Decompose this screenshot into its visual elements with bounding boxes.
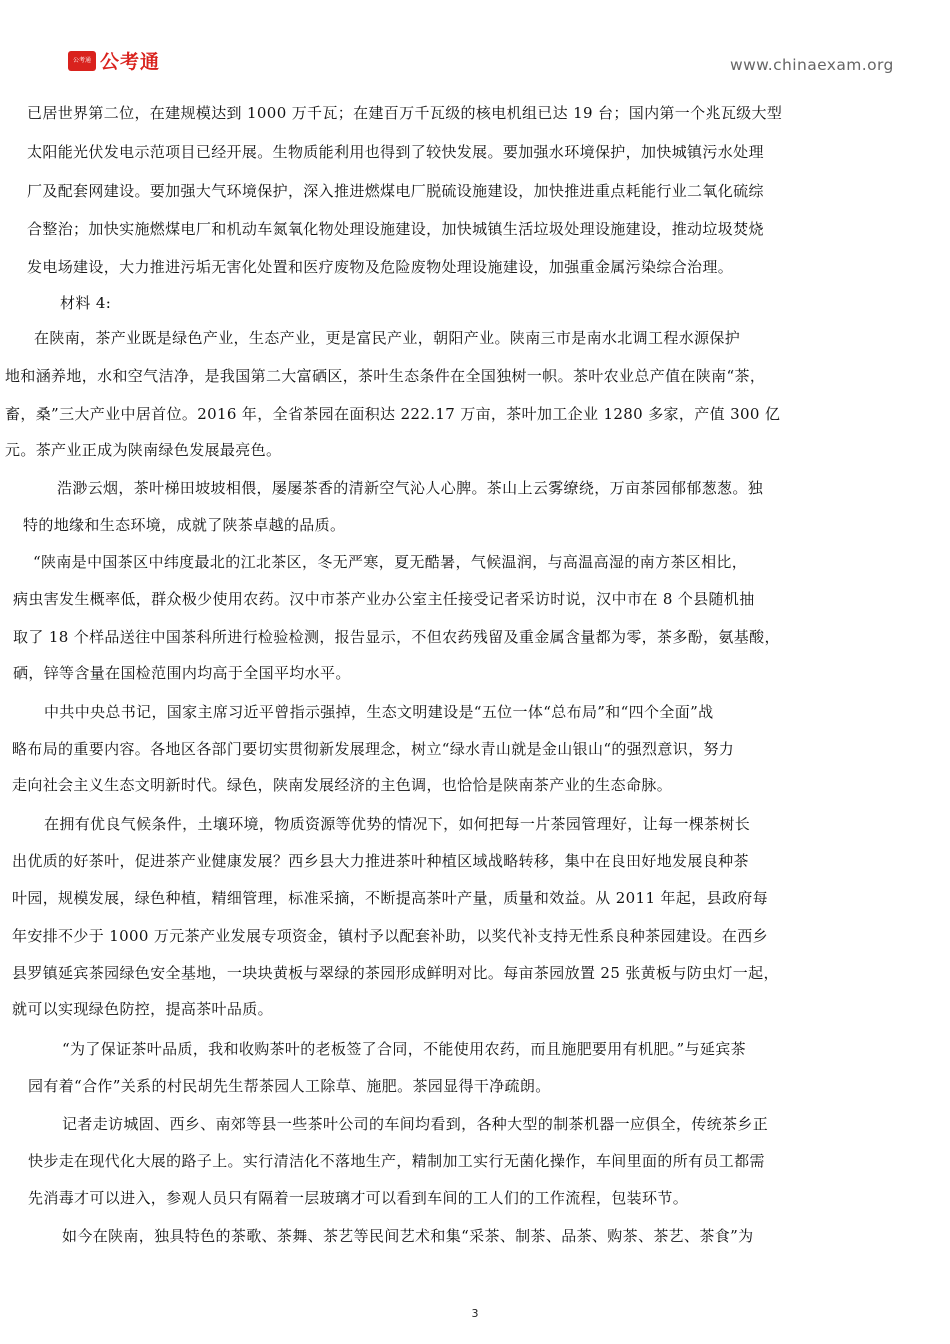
logo-icon: 公考通	[68, 51, 96, 71]
text-line: 已居世界第二位，在建规模达到 1000 万千瓦；在建百万千瓦级的核电机组已达 19 台；国内第一个兆瓦级大型	[27, 104, 783, 122]
text-line: “陕南是中国茶区中纬度最北的江北茶区，冬无严寒，夏无酷暑，气候温润，与高温高湿的南方茶区相比，	[33, 553, 748, 571]
text-line: 中共中央总书记，国家主席习近平曾指示强掉，生态文明建设是“五位一体“总布局”和“四个全面”战	[44, 703, 714, 721]
text-line: 先消毒才可以进入，参观人员只有隔着一层玻璃才可以看到车间的工人们的工作流程，包装环节。	[28, 1189, 689, 1207]
logo-text: 公考通	[100, 51, 161, 73]
page-header	[0, 0, 950, 100]
text-line: 厂及配套网建设。要加强大气环境保护，深入推进燃煤电厂脱硫设施建设，加快推进重点耗能行业二氧化硫综	[27, 182, 764, 200]
page-number: 3	[471, 1307, 479, 1320]
text-line: 浩渺云烟，茶叶梯田坡坡相偎，屡屡茶香的清新空气沁人心脾。茶山上云雾缭绕，万亩茶园郁郁葱葱。独	[57, 479, 764, 497]
text-line: 出优质的好茶叶，促进茶产业健康发展？西乡县大力推进茶叶种植区域战略转移，集中在良田好地发展良种茶	[12, 852, 749, 870]
text-line: 元。茶产业正成为陕南绿色发展最亮色。	[5, 441, 282, 459]
text-line: 如今在陕南，独具特色的茶歌、茶舞、茶艺等民间艺术和集“采茶、制茶、品茶、购茶、茶艺、茶食”为	[62, 1227, 754, 1245]
text-line: 合整治；加快实施燃煤电厂和机动车氮氧化物处理设施建设，加快城镇生活垃圾处理设施建设，推动垃圾焚烧	[27, 220, 764, 238]
text-line: 记者走访城固、西乡、南郊等县一些茶叶公司的车间均看到，各种大型的制茶机器一应俱全，传统茶乡正	[62, 1115, 769, 1133]
text-line: 太阳能光伏发电示范项目已经开展。生物质能利用也得到了较快发展。要加强水环境保护，加快城镇污水处理	[27, 143, 764, 161]
text-line: 叶园，规模发展，绿色种植，精细管理，标准采摘，不断提高茶叶产量，质量和效益。从 2011 年起，县政府每	[12, 889, 768, 907]
text-line: 园有着“合作”关系的村民胡先生帮茶园人工除草、施肥。茶园显得干净疏朗。	[28, 1077, 551, 1095]
text-line: 在拥有优良气候条件，土壤环境，物质资源等优势的情况下，如何把每一片茶园管理好，让每一棵茶树长	[44, 815, 751, 833]
text-line: 特的地缘和生态环境，成就了陕茶卓越的品质。	[23, 516, 346, 534]
text-line: 快步走在现代化大展的路子上。实行清洁化不落地生产，精制加工实行无菌化操作，车间里面的所有员工都需	[28, 1152, 765, 1170]
section-label: 材料 4:	[60, 294, 112, 312]
text-line: 硒，锌等含量在国检范围内均高于全国平均水平。	[13, 664, 351, 682]
text-line: 地和涵养地，水和空气洁净，是我国第二大富硒区，茶叶生态条件在全国独树一帜。茶叶农业总产值在陕南“茶，	[5, 367, 766, 385]
text-line: 就可以实现绿色防控，提高茶叶品质。	[12, 1000, 273, 1018]
text-line: 县罗镇延宾茶园绿色安全基地，一块块黄板与翠绿的茶园形成鲜明对比。每亩茶园放置 25 张黄板与防虫灯一起，	[12, 964, 779, 982]
text-line: “为了保证茶叶品质，我和收购茶叶的老板签了合同，不能使用农药，而且施肥要用有机肥。”与延宾茶	[62, 1040, 746, 1058]
text-line: 在陕南，茶产业既是绿色产业，生态产业，更是富民产业，朝阳产业。陕南三市是南水北调工程水源保护	[34, 329, 741, 347]
text-line: 略布局的重要内容。各地区各部门要切实贯彻新发展理念，树立“绿水青山就是金山银山“的强烈意识，努力	[12, 740, 735, 758]
text-line: 发电场建设，大力推进污垢无害化处置和医疗废物及危险废物处理设施建设，加强重金属污染综合治理。	[27, 258, 734, 276]
text-line: 年安排不少于 1000 万元茶产业发展专项资金，镇村予以配套补助，以奖代补支持无性系良种茶园建设。在西乡	[12, 927, 768, 945]
logo	[68, 47, 160, 74]
text-line: 走向社会主义生态文明新时代。绿色，陕南发展经济的主色调，也恰恰是陕南茶产业的生态命脉。	[12, 776, 673, 794]
site-url: www.chinaexam.org	[730, 56, 894, 74]
text-line: 畜，桑”三大产业中居首位。2016 年，全省茶园在面积达 222.17 万亩，茶叶加工企业 1280 多家，产值 300 亿	[5, 405, 781, 423]
text-line: 病虫害发生概率低，群众极少使用农药。汉中市茶产业办公室主任接受记者采访时说，汉中市在 8 个县随机抽	[13, 590, 755, 608]
text-line: 取了 18 个样品送往中国茶科所进行检验检测，报告显示，不但农药残留及重金属含量都为零，茶多酚，氨基酸，	[13, 628, 780, 646]
